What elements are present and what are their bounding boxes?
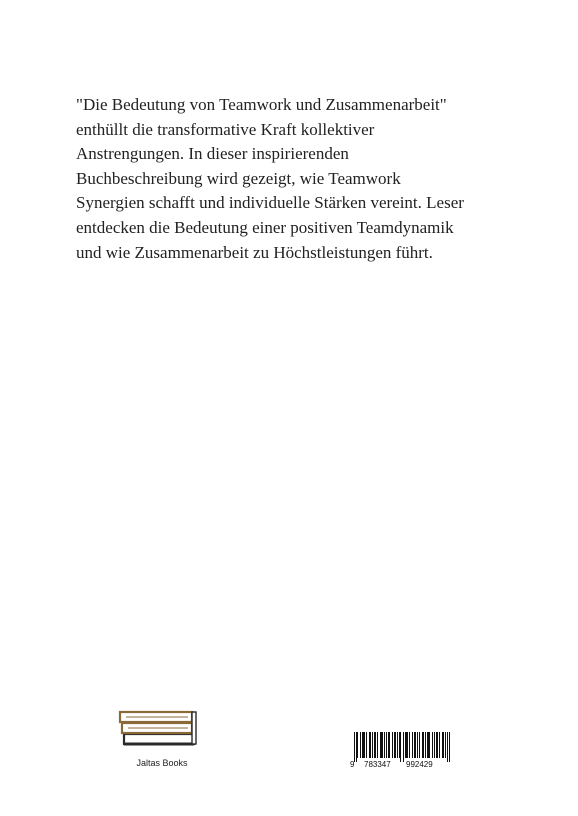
barcode-bar [382,732,383,758]
description-line: enthüllt die transformative Kraft kollektiver [76,119,375,139]
barcode-bar [445,732,446,758]
barcode-bar [443,732,444,758]
description-line: Anstrengungen. In dieser inspirierenden [76,144,349,164]
barcode-bar [370,732,371,758]
barcode-bar [381,732,382,758]
barcode-bar [427,732,428,758]
barcode-digits [346,761,454,771]
barcode-bar [397,732,398,758]
barcode-bar [442,732,443,758]
barcode-bar [414,732,415,758]
description-line: Buchbeschreibung wird gezeigt, wie Teamwork [76,168,401,188]
barcode-bar [415,732,416,758]
barcode-bar [400,732,401,762]
barcode-left-group: 783347 [364,760,391,769]
barcode-bar [357,732,358,758]
barcode-bar [375,732,376,758]
barcode-bar [377,732,378,758]
barcode-bar [447,732,448,762]
barcode-bar [388,732,389,758]
barcode-bar [380,732,381,758]
barcode-bar [428,732,429,758]
barcode-bar [399,732,400,758]
book-description [76,93,516,265]
publisher-logo [112,700,212,780]
barcode-bar [436,732,437,758]
barcode-bar [394,732,395,758]
stacked-books-icon [112,700,212,756]
barcode-bar [417,732,418,758]
barcode-bar [389,732,390,758]
barcode-bar [363,732,364,758]
barcode-bar [372,732,373,758]
barcode-bar [406,732,407,758]
publisher-name: Jaltas Books [136,758,188,768]
barcode-bar [449,732,450,762]
barcode-bar [412,732,413,758]
barcode-lead-digit: 9 [350,760,355,769]
barcode-bar [386,732,387,758]
barcode-bar [403,732,404,762]
barcode-bar [419,732,420,758]
barcode-bar [432,732,433,758]
barcode-bar [364,732,365,758]
barcode-bar [384,732,385,758]
barcode-bar [356,732,357,762]
description-line: Synergien schafft und individuelle Stärken vereint. Leser [76,193,464,213]
barcode-bar [437,732,438,758]
barcode-bar [366,732,367,758]
barcode-bar [374,732,375,758]
barcode-bar [362,732,363,758]
description-line: "Die Bedeutung von Teamwork und Zusammenarbeit" [76,95,447,114]
barcode-bar [354,732,355,762]
barcode-bar [395,732,396,758]
barcode-bar [434,732,435,758]
barcode-bar [405,732,406,758]
barcode-bar [360,732,361,758]
barcode-bar [392,732,393,758]
description-line: und wie Zusammenarbeit zu Höchstleistungen führt. [76,242,433,262]
barcode-bar [409,732,410,758]
barcode-bar [423,732,424,758]
barcode-bar [425,732,426,758]
barcode-bars [346,730,454,762]
barcode-right-group: 992429 [406,760,433,769]
barcode-bar [369,732,370,758]
barcode-bar [422,732,423,758]
description-line: entdecken die Bedeutung einer positiven Teamdynamik [76,217,454,237]
isbn-barcode [346,730,454,770]
barcode-bar [429,732,430,758]
barcode-bar [407,732,408,758]
barcode-bar [439,732,440,758]
